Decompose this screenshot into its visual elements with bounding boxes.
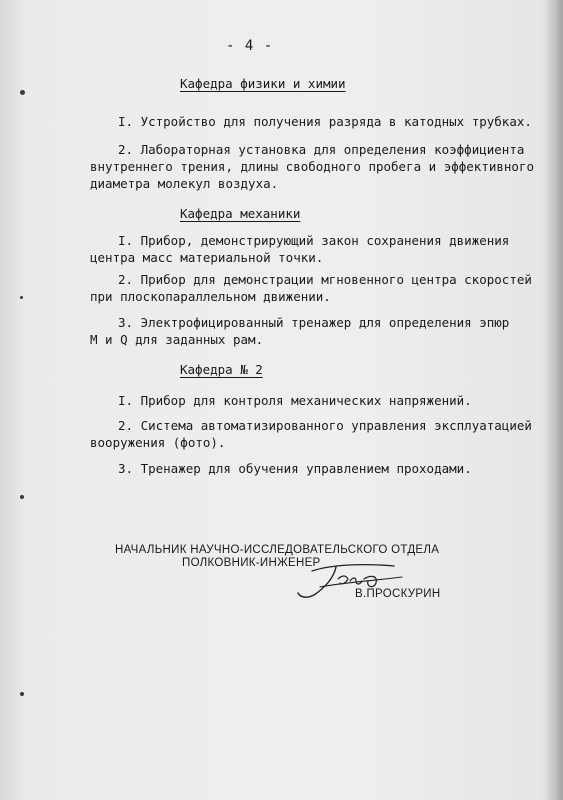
list-item: 2. Прибор для демонстрации мгновенного центра скоростей <box>118 272 532 287</box>
section-heading: Кафедра физики и химии <box>180 76 346 91</box>
signatory-title: НАЧАЛЬНИК НАУЧНО-ИССЛЕДОВАТЕЛЬСКОГО ОТДЕЛА <box>115 544 440 556</box>
punch-hole-mark <box>20 90 25 95</box>
list-item-continuation: M и Q для заданных рам. <box>90 332 264 347</box>
list-item: 3. Электрофицированный тренажер для определения эпюр <box>118 315 510 330</box>
list-item: I. Прибор для контроля механических напряжений. <box>118 393 472 408</box>
list-item: 2. Лабораторная установка для определения коэффициента <box>118 142 525 157</box>
list-item-continuation: внутреннего трения, длины свободного пробега и эффективного <box>90 159 535 174</box>
punch-hole-mark <box>20 495 24 499</box>
list-item-continuation: центра масс материальной точки. <box>90 250 324 265</box>
page-edge-shadow <box>545 0 563 800</box>
list-item-continuation: вооружения (фото). <box>90 435 226 450</box>
signatory-name: В.ПРОСКУРИН <box>355 588 441 600</box>
list-item: I. Устройство для получения разряда в катодных трубках. <box>118 114 532 129</box>
punch-hole-mark <box>20 296 23 299</box>
punch-hole-mark <box>20 692 24 696</box>
section-heading: Кафедра механики <box>180 206 301 221</box>
list-item-continuation: при плоскопараллельном движении. <box>90 289 331 304</box>
list-item-continuation: диаметра молекул воздуха. <box>90 176 279 191</box>
section-heading: Кафедра № 2 <box>180 362 263 377</box>
list-item: 3. Тренажер для обучения управлением проходами. <box>118 461 472 476</box>
list-item: 2. Система автоматизированного управления эксплуатацией <box>118 418 532 433</box>
list-item: I. Прибор, демонстрирующий закон сохранения движения <box>118 233 510 248</box>
signatory-rank: ПОЛКОВНИК-ИНЖЕНЕР <box>182 557 321 569</box>
page-number: - 4 - <box>226 38 274 54</box>
